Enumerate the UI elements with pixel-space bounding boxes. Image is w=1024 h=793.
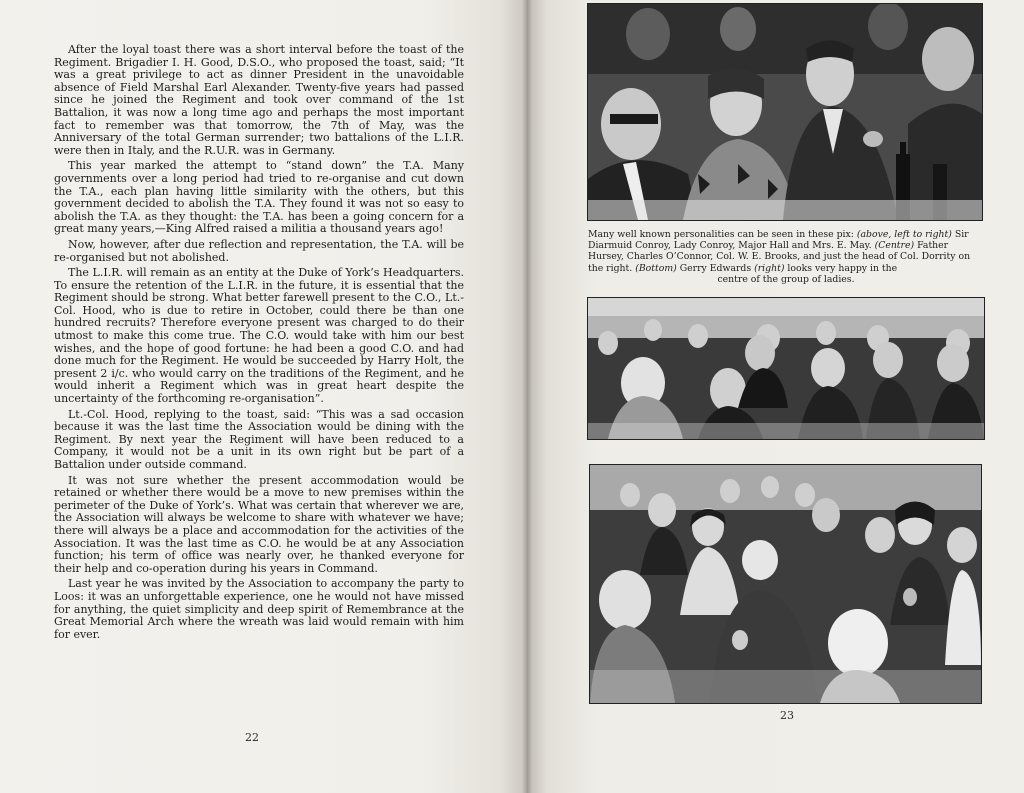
paragraph: Lt.-Col. Hood, replying to the toast, said: “This was a sad occasion because it was the last time the Association would be dining with the Regiment. By next year the Regiment will have been reduced to a Company, it would not be a unit in its own right but be part of a Battalion under outside command.: [54, 407, 464, 471]
photo-bottom: [589, 464, 982, 704]
photo-top: [587, 3, 983, 221]
book-gutter: [522, 0, 532, 793]
caption-last-line: centre of the group of ladies.: [717, 273, 855, 285]
caption-direction: (right): [754, 262, 785, 274]
page-number-right: 23: [780, 709, 794, 722]
caption-text: Many well known personalities can be seen in these pix:: [588, 229, 857, 240]
article-text: [54, 44, 464, 644]
caption-text: Father Hursey, Charles O’Connor, Col. W. E. Brooks, and just the head of Col. Dorrity on the right.: [588, 240, 971, 274]
caption-direction: (Centre): [874, 240, 915, 252]
caption-direction: (Bottom): [635, 262, 677, 274]
caption-text: looks very happy in the: [784, 262, 898, 274]
caption-text: Gerry Edwards: [676, 262, 755, 274]
paragraph: The L.I.R. will remain as an entity at the Duke of York’s Headquarters. To ensure the retention of the L.I.R. in the future, it is essential that the Regiment should be strong. What better farewell present to the C.O., Lt.-Col. Hood, who is due to retire in October, could there be than one hundred recruits? Therefore everyone present was charged to do their utmost to make this come true. The C.O. would take with him our best wishes, and the hope of good fortune: he had been a good C.O. and had done much for the Regiment. He would be succeeded by Harry Holt, the present 2 i/c. who would carry on the traditions of the Regiment, and he would inherit a Regiment which was in great heart despite the uncertainty of the forthcoming re-organisation”.: [54, 266, 464, 406]
paragraph: This year marked the attempt to “stand down” the T.A. Many governments over a long period had tried to re-organise and cut down the T.A., each plan having little similarity with the others, but this government decided to abolish the T.A. They found it was not so easy to abolish the T.A. as they thought: the T.A. has been a going concern for a great many years,—King Alfred raised a militia a thousand years ago!: [54, 159, 464, 236]
paragraph: It was not sure whether the present accommodation would be retained or whether there would be a move to new premises within the perimeter of the Duke of York’s. What was certain that wherever we are, the Association will always be welcome to share with whatever we have; there will always be a place and accommodation for the activities of the Association. It was the last time as C.O. he would be at any Association function; his term of office was nearly over, he thanked everyone for their help and co-operation during his years in Command.: [54, 473, 464, 575]
caption-direction: (above, left to right): [856, 229, 952, 240]
photo-middle: [587, 297, 985, 440]
caption-text: Sir Diarmuid Conroy, Lady Conroy, Major Hall and Mrs. E. May.: [588, 229, 969, 252]
paragraph: After the loyal toast there was a short interval before the toast of the Regiment. Brigadier I. H. Good, D.S.O., who proposed the toast, said; “It was a great privilege to act as dinner President in the unavoidable absence of Field Marshal Earl Alexander. Twenty-five years had passed since he joined the Regiment and took over command of the 1st Battalion, it was now a long time ago and perhaps the most important fact to remember was that tomorrow, the 7th of May, was the Anniversary of the total German surrender; two battalions of the L.I.R. were then in Italy, and the R.U.R. was in Germany.: [54, 43, 464, 157]
photo-caption: [588, 229, 984, 285]
page-number-left: 22: [245, 731, 259, 744]
paragraph: Now, however, after due reflection and representation, the T.A. will be re-organised but not abolished.: [54, 237, 464, 264]
paragraph: Last year he was invited by the Association to accompany the party to Loos: it was an unforgettable experience, one he would not have missed for anything, the quiet simplicity and deep spirit of Remembrance at the Great Memorial Arch where the wreath was laid would remain with him for ever.: [54, 577, 464, 641]
